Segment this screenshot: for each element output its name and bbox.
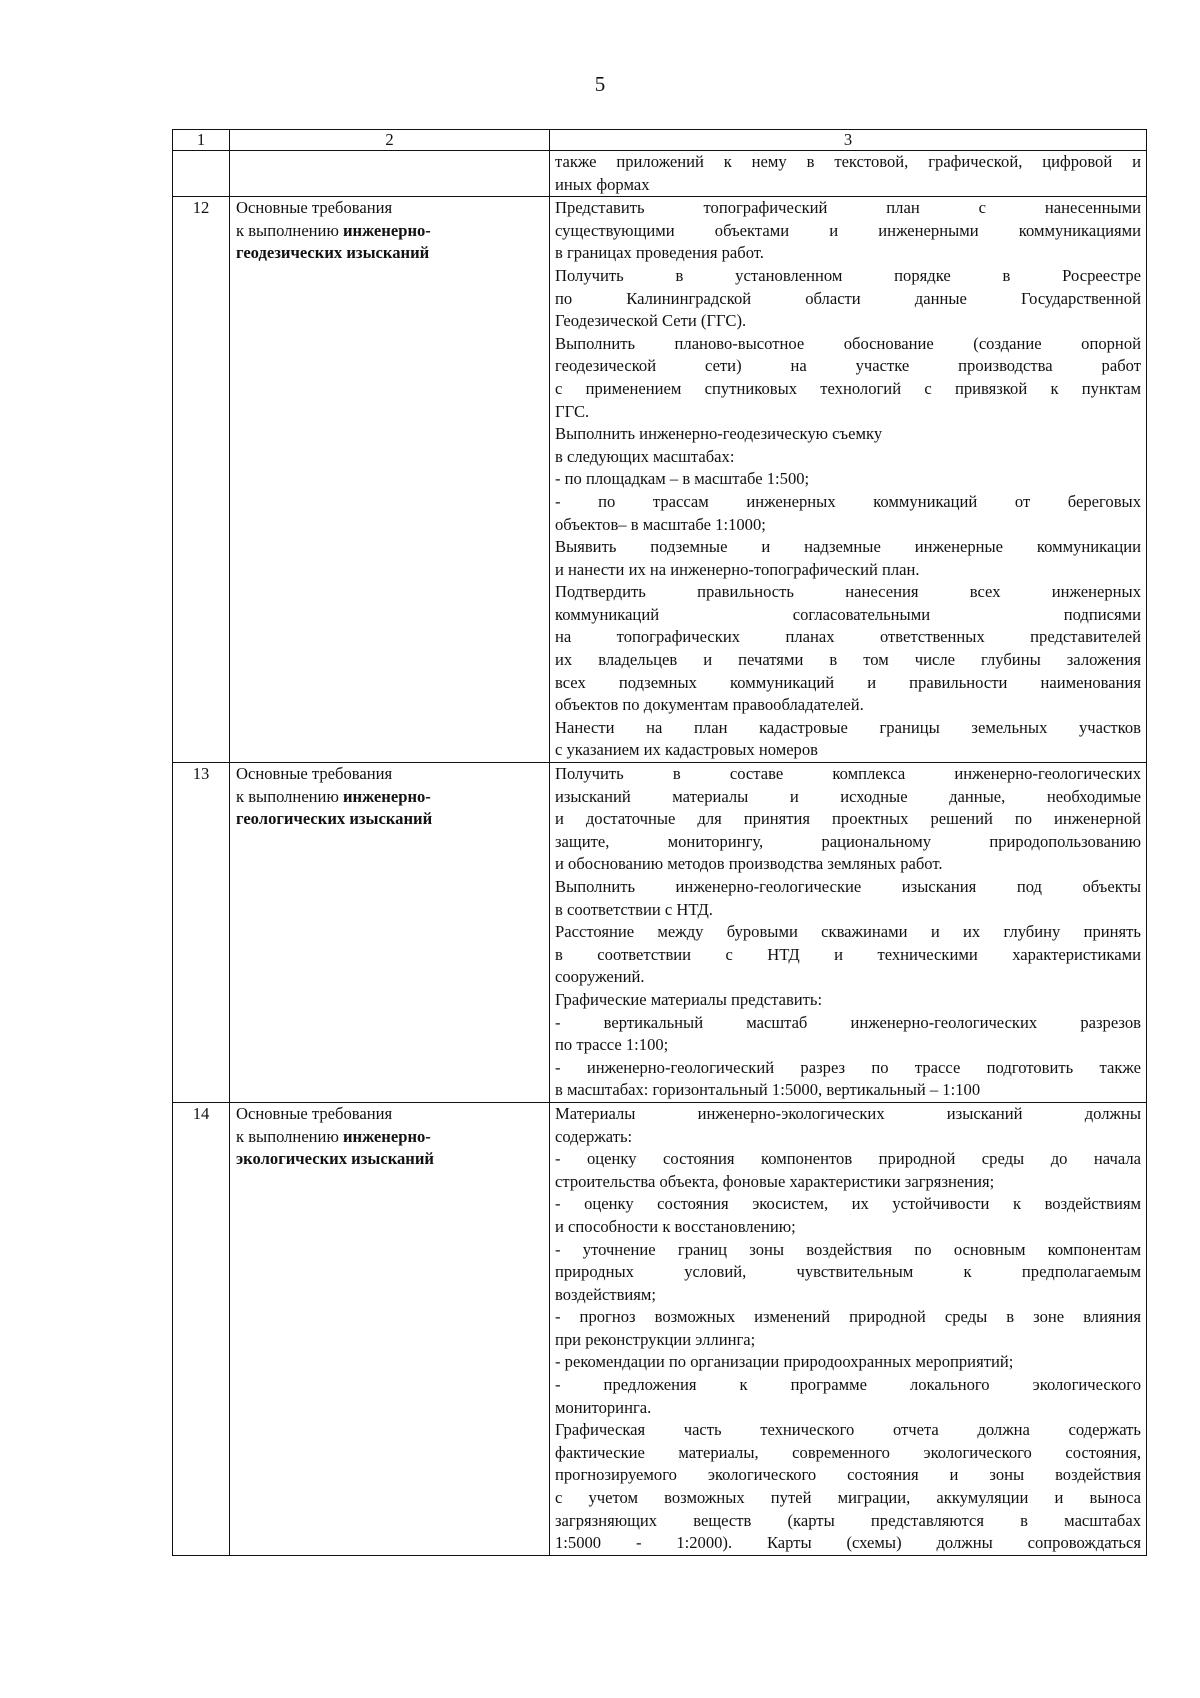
requirement-name (230, 763, 550, 1103)
text-line: - инженерно-геологический разрез по трассе подготовить также (555, 1057, 1141, 1077)
header-cell-3: 3 (550, 130, 1147, 151)
header-cell-1: 1 (173, 130, 230, 151)
text-line: в следующих масштабах: (555, 446, 735, 466)
text-line: объектов по документам правообладателей. (555, 695, 864, 715)
requirement-name (230, 197, 550, 763)
text-line: содержать: (555, 1126, 633, 1146)
text-line: и обоснованию методов производства земляных работ. (555, 854, 943, 874)
page-number: 5 (594, 72, 606, 96)
text-line: коммуникаций согласовательными подписями (555, 604, 1141, 624)
text-line: Выполнить планово-высотное обоснование (создание опорной (555, 333, 1141, 353)
text-line: Получить в составе комплекса инженерно-геологических (555, 764, 1141, 784)
requirement-name-prefix: к выполнению (236, 220, 343, 240)
row-number: 14 (173, 1102, 230, 1555)
row-number (173, 151, 230, 197)
table-row (173, 1102, 1147, 1555)
text-line: - прогноз возможных изменений природной среды в зоне влияния (555, 1307, 1141, 1327)
requirement-text (550, 197, 1147, 763)
text-line: Представить топографический план с нанесенными (555, 198, 1141, 218)
text-line: ГГС. (555, 401, 590, 421)
requirement-text (550, 1102, 1147, 1555)
requirement-name-bold: экологических изысканий (236, 1149, 434, 1169)
text-line: фактические материалы, современного экологического состояния, (555, 1442, 1141, 1462)
requirement-name-line: Основные требования (236, 1103, 393, 1123)
table-row (173, 763, 1147, 1103)
text-line: Расстояние между буровыми скважинами и их глубину принять (555, 922, 1141, 942)
requirement-name-bold: геодезических изысканий (236, 243, 430, 263)
requirement-name-line (236, 786, 544, 809)
requirement-name-bold: инженерно- (342, 1126, 431, 1146)
requirement-text (550, 151, 1147, 197)
text-line: - оценку состояния компонентов природной среды до начала (555, 1149, 1141, 1169)
text-line: и нанести их на инженерно-топографический план. (555, 559, 920, 579)
text-line: объектов– в масштабе 1:1000; (555, 514, 766, 534)
text-line: существующими объектами и инженерными коммуникациями (555, 220, 1141, 240)
text-line: прогнозируемого экологического состояния и зоны воздействия (555, 1465, 1141, 1485)
text-line: - по трассам инженерных коммуникаций от береговых (555, 491, 1141, 511)
text-line: сооружений. (555, 967, 645, 987)
text-line: Получить в установленном порядке в Росреестре (555, 265, 1141, 285)
text-line: Подтвердить правильность нанесения всех инженерных (555, 582, 1141, 602)
requirement-name (230, 151, 550, 197)
table-row (173, 151, 1147, 197)
text-line: - предложения к программе локального экологического (555, 1375, 1141, 1395)
text-line: Выявить подземные и надземные инженерные коммуникации (555, 537, 1141, 557)
requirement-name-line: Основные требования (236, 198, 393, 218)
text-line: и достаточные для принятия проектных решений по инженерной (555, 809, 1141, 829)
text-line: - рекомендации по организации природоохранных мероприятий; (555, 1352, 1014, 1372)
text-line: Графические материалы представить: (555, 989, 823, 1009)
text-line: - оценку состояния экосистем, их устойчивости к воздействиям (555, 1194, 1141, 1214)
text-line: - по площадкам – в масштабе 1:500; (555, 469, 810, 489)
text-line: и способности к восстановлению; (555, 1216, 796, 1236)
requirement-name-line (236, 220, 544, 243)
text-line: по Калининградской области данные Государственной (555, 288, 1141, 308)
requirements-table (172, 129, 1147, 1556)
text-line: с применением спутниковых технологий с привязкой к пунктам (555, 378, 1141, 398)
text-line: иных формах (555, 174, 650, 194)
text-line: в соответствии с НТД и техническими характеристиками (555, 944, 1141, 964)
text-line: мониторинга. (555, 1397, 652, 1417)
requirement-name-prefix: к выполнению (236, 1126, 343, 1146)
text-line: 1:5000 - 1:2000). Карты (схемы) должны сопровождаться (555, 1533, 1141, 1553)
requirement-name-prefix: к выполнению (236, 786, 343, 806)
text-line: в соответствии с НТД. (555, 899, 713, 919)
row-number: 12 (173, 197, 230, 763)
text-line: геодезической сети) на участке производства работ (555, 356, 1141, 376)
text-line: Нанести на план кадастровые границы земельных участков (555, 717, 1141, 737)
text-line: в масштабах: горизонтальный 1:5000, вертикальный – 1:100 (555, 1080, 981, 1100)
requirement-name-bold: геологических изысканий (236, 809, 433, 829)
text-line: Графическая часть технического отчета должна содержать (555, 1420, 1141, 1440)
text-line: загрязняющих веществ (карты представляются в масштабах (555, 1510, 1141, 1530)
requirement-text (550, 763, 1147, 1103)
text-line: защите, мониторингу, рациональному природопользованию (555, 831, 1141, 851)
text-line: строительства объекта, фоновые характеристики загрязнения; (555, 1171, 995, 1191)
table-header-row (173, 130, 1147, 151)
header-cell-2: 2 (230, 130, 550, 151)
text-line: на топографических планах ответственных представителей (555, 627, 1141, 647)
row-number: 13 (173, 763, 230, 1103)
requirement-name-bold: инженерно- (342, 786, 431, 806)
text-line: природных условий, чувствительным к предполагаемым (555, 1262, 1141, 1282)
text-line: Геодезической Сети (ГГС). (555, 311, 747, 331)
requirement-name (230, 1102, 550, 1555)
requirement-name-bold: инженерно- (342, 220, 431, 240)
table-row (173, 197, 1147, 763)
text-line: всех подземных коммуникаций и правильности наименования (555, 672, 1141, 692)
text-line: также приложений к нему в текстовой, графической, цифровой и (555, 152, 1141, 171)
requirement-name-line: Основные требования (236, 764, 393, 784)
text-line: Выполнить инженерно-геодезическую съемку (555, 424, 883, 444)
text-line: с учетом возможных путей миграции, аккумуляции и выноса (555, 1488, 1141, 1508)
text-line: Выполнить инженерно-геологические изыскания под объекты (555, 877, 1141, 896)
text-line: воздействиям; (555, 1284, 657, 1304)
text-line: в границах проведения работ. (555, 243, 764, 263)
text-line: - уточнение границ зоны воздействия по основным компонентам (555, 1239, 1141, 1259)
text-line: с указанием их кадастровых номеров (555, 740, 818, 760)
text-line: при реконструкции эллинга; (555, 1329, 756, 1349)
text-line: - вертикальный масштаб инженерно-геологических разрезов (555, 1012, 1141, 1032)
text-line: изысканий материалы и исходные данные, необходимые (555, 786, 1141, 806)
text-line: Материалы инженерно-экологических изысканий должны (555, 1103, 1141, 1123)
text-line: по трассе 1:100; (555, 1035, 669, 1055)
text-line: их владельцев и печатями в том числе глубины заложения (555, 650, 1141, 670)
requirement-name-line (236, 1126, 544, 1149)
